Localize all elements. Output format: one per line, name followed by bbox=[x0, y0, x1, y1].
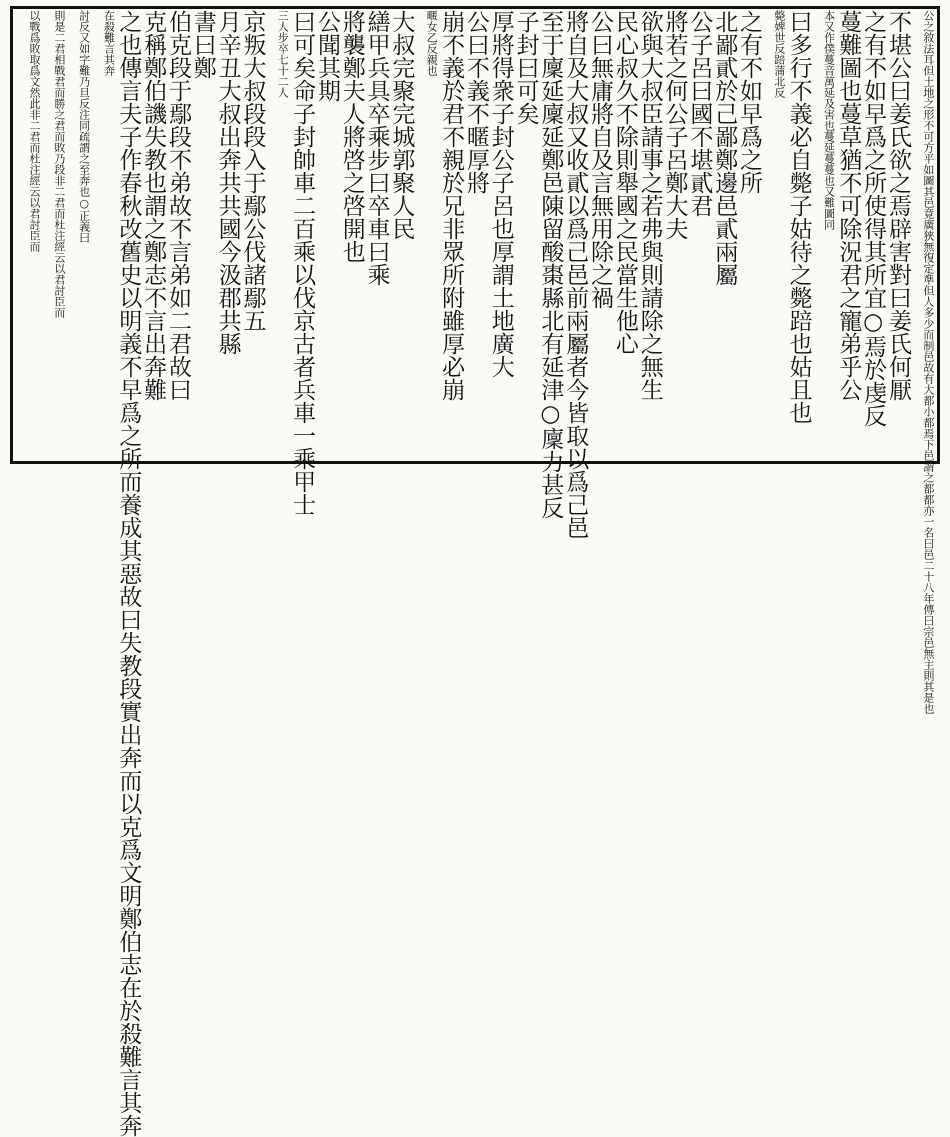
text-column: 月辛丑大叔出奔共共國今汲郡共縣 bbox=[214, 10, 241, 355]
text-column: 公曰無庸將自及言無用除之禍 bbox=[587, 10, 614, 309]
text-column: 不堪公曰姜氏欲之焉辟害對曰姜氏何厭 bbox=[884, 10, 911, 401]
text-column: 書曰鄭 bbox=[189, 10, 216, 79]
commentary-column: 斃婢世反踣蒲北反 bbox=[772, 10, 786, 98]
text-column: 民心叔久不除則舉國之民當生他心 bbox=[611, 10, 638, 355]
text-column: 公子呂曰國不堪貳君 bbox=[686, 10, 713, 217]
text-column: 子封曰可矣 bbox=[512, 10, 539, 125]
text-columns bbox=[16, 10, 935, 1137]
text-column: 曰多行不義必自斃子姑待之斃踣也姑且也 bbox=[785, 10, 812, 424]
text-column: 蔓難圖也蔓草猶不可除況君之寵弟乎公 bbox=[835, 10, 862, 401]
commentary-column: 則是二君相戰君而勝之君而敗乃段非二君而杜注經云以君討臣而 bbox=[52, 10, 66, 318]
commentary-column: 三人步卒七十二人 bbox=[276, 10, 290, 98]
text-column: 繕甲兵具卒乘步曰卒車曰乘 bbox=[363, 10, 390, 286]
text-column: 將若之何公子呂鄭大夫 bbox=[661, 10, 688, 240]
text-column: 厚將得衆子封公子呂也厚謂土地廣大 bbox=[487, 10, 514, 378]
text-column: 將自及大叔又收貳以爲己邑前兩屬者今皆取以爲己邑 bbox=[562, 10, 589, 539]
commentary-column: 暱女乙反親也 bbox=[425, 10, 439, 76]
text-column: 公聞其期 bbox=[313, 10, 340, 102]
text-column: 之有不如早爲之所 bbox=[736, 10, 763, 194]
commentary-column: 以戰爲敗取爲文然此非二君而杜注經云以君討臣而 bbox=[28, 10, 41, 252]
text-column: 北鄙貳於己鄙鄭邊邑貳兩屬 bbox=[711, 10, 738, 286]
commentary-column: 討反又如字難乃旦反注同疏謂之至奔也○正義曰 bbox=[77, 10, 91, 243]
text-column: 京叛大叔段段入于鄢公伐諸鄢五 bbox=[239, 10, 266, 332]
text-column: 之也傳言夫子作春秋改舊史以明義不早爲之所而養成其惡故曰失教段實出奔而以克爲文明鄭伯志在於殺難言其奔 bbox=[115, 10, 142, 1137]
commentary-column: 本又作僕蔓音萬延及害也蔓延蔓蔓也又難圖同 bbox=[822, 10, 836, 230]
text-column: 克稱鄭伯譏失教也謂之鄭志不言出奔難 bbox=[140, 10, 167, 401]
commentary-column: 公之敘法耳但土地之形不可方平如圖其邑竟廣狹無復定準但人多少而制邑故有大都小都焉下邑謂之都都亦一名曰邑二十八年傳曰宗邑無主則其是也 bbox=[921, 10, 935, 714]
text-column: 至于廩延廩延鄭邑陳留酸棗縣北有延津○廩力甚反 bbox=[537, 10, 564, 519]
text-column: 崩不義於君不親於兄非眾所附雖厚必崩 bbox=[438, 10, 465, 401]
text-column: 將襲鄭夫人將啓之啓開也 bbox=[338, 10, 365, 263]
text-column: 大叔完聚完城郭聚人民 bbox=[388, 10, 415, 240]
text-column: 欲與大叔臣請事之若弗與則請除之無生 bbox=[636, 10, 663, 401]
text-column: 公曰不義不暱厚將 bbox=[462, 10, 489, 194]
text-column: 之有不如早爲之所使得其所宜○焉於虔反 bbox=[860, 10, 887, 427]
text-column: 伯克段于鄢段不弟故不言弟如二君故曰 bbox=[164, 10, 191, 401]
text-column: 曰可矣命子封帥車二百乘以伐京古者兵車一乘甲士 bbox=[289, 10, 316, 516]
commentary-column: 在殺難言其奔 bbox=[102, 10, 116, 76]
